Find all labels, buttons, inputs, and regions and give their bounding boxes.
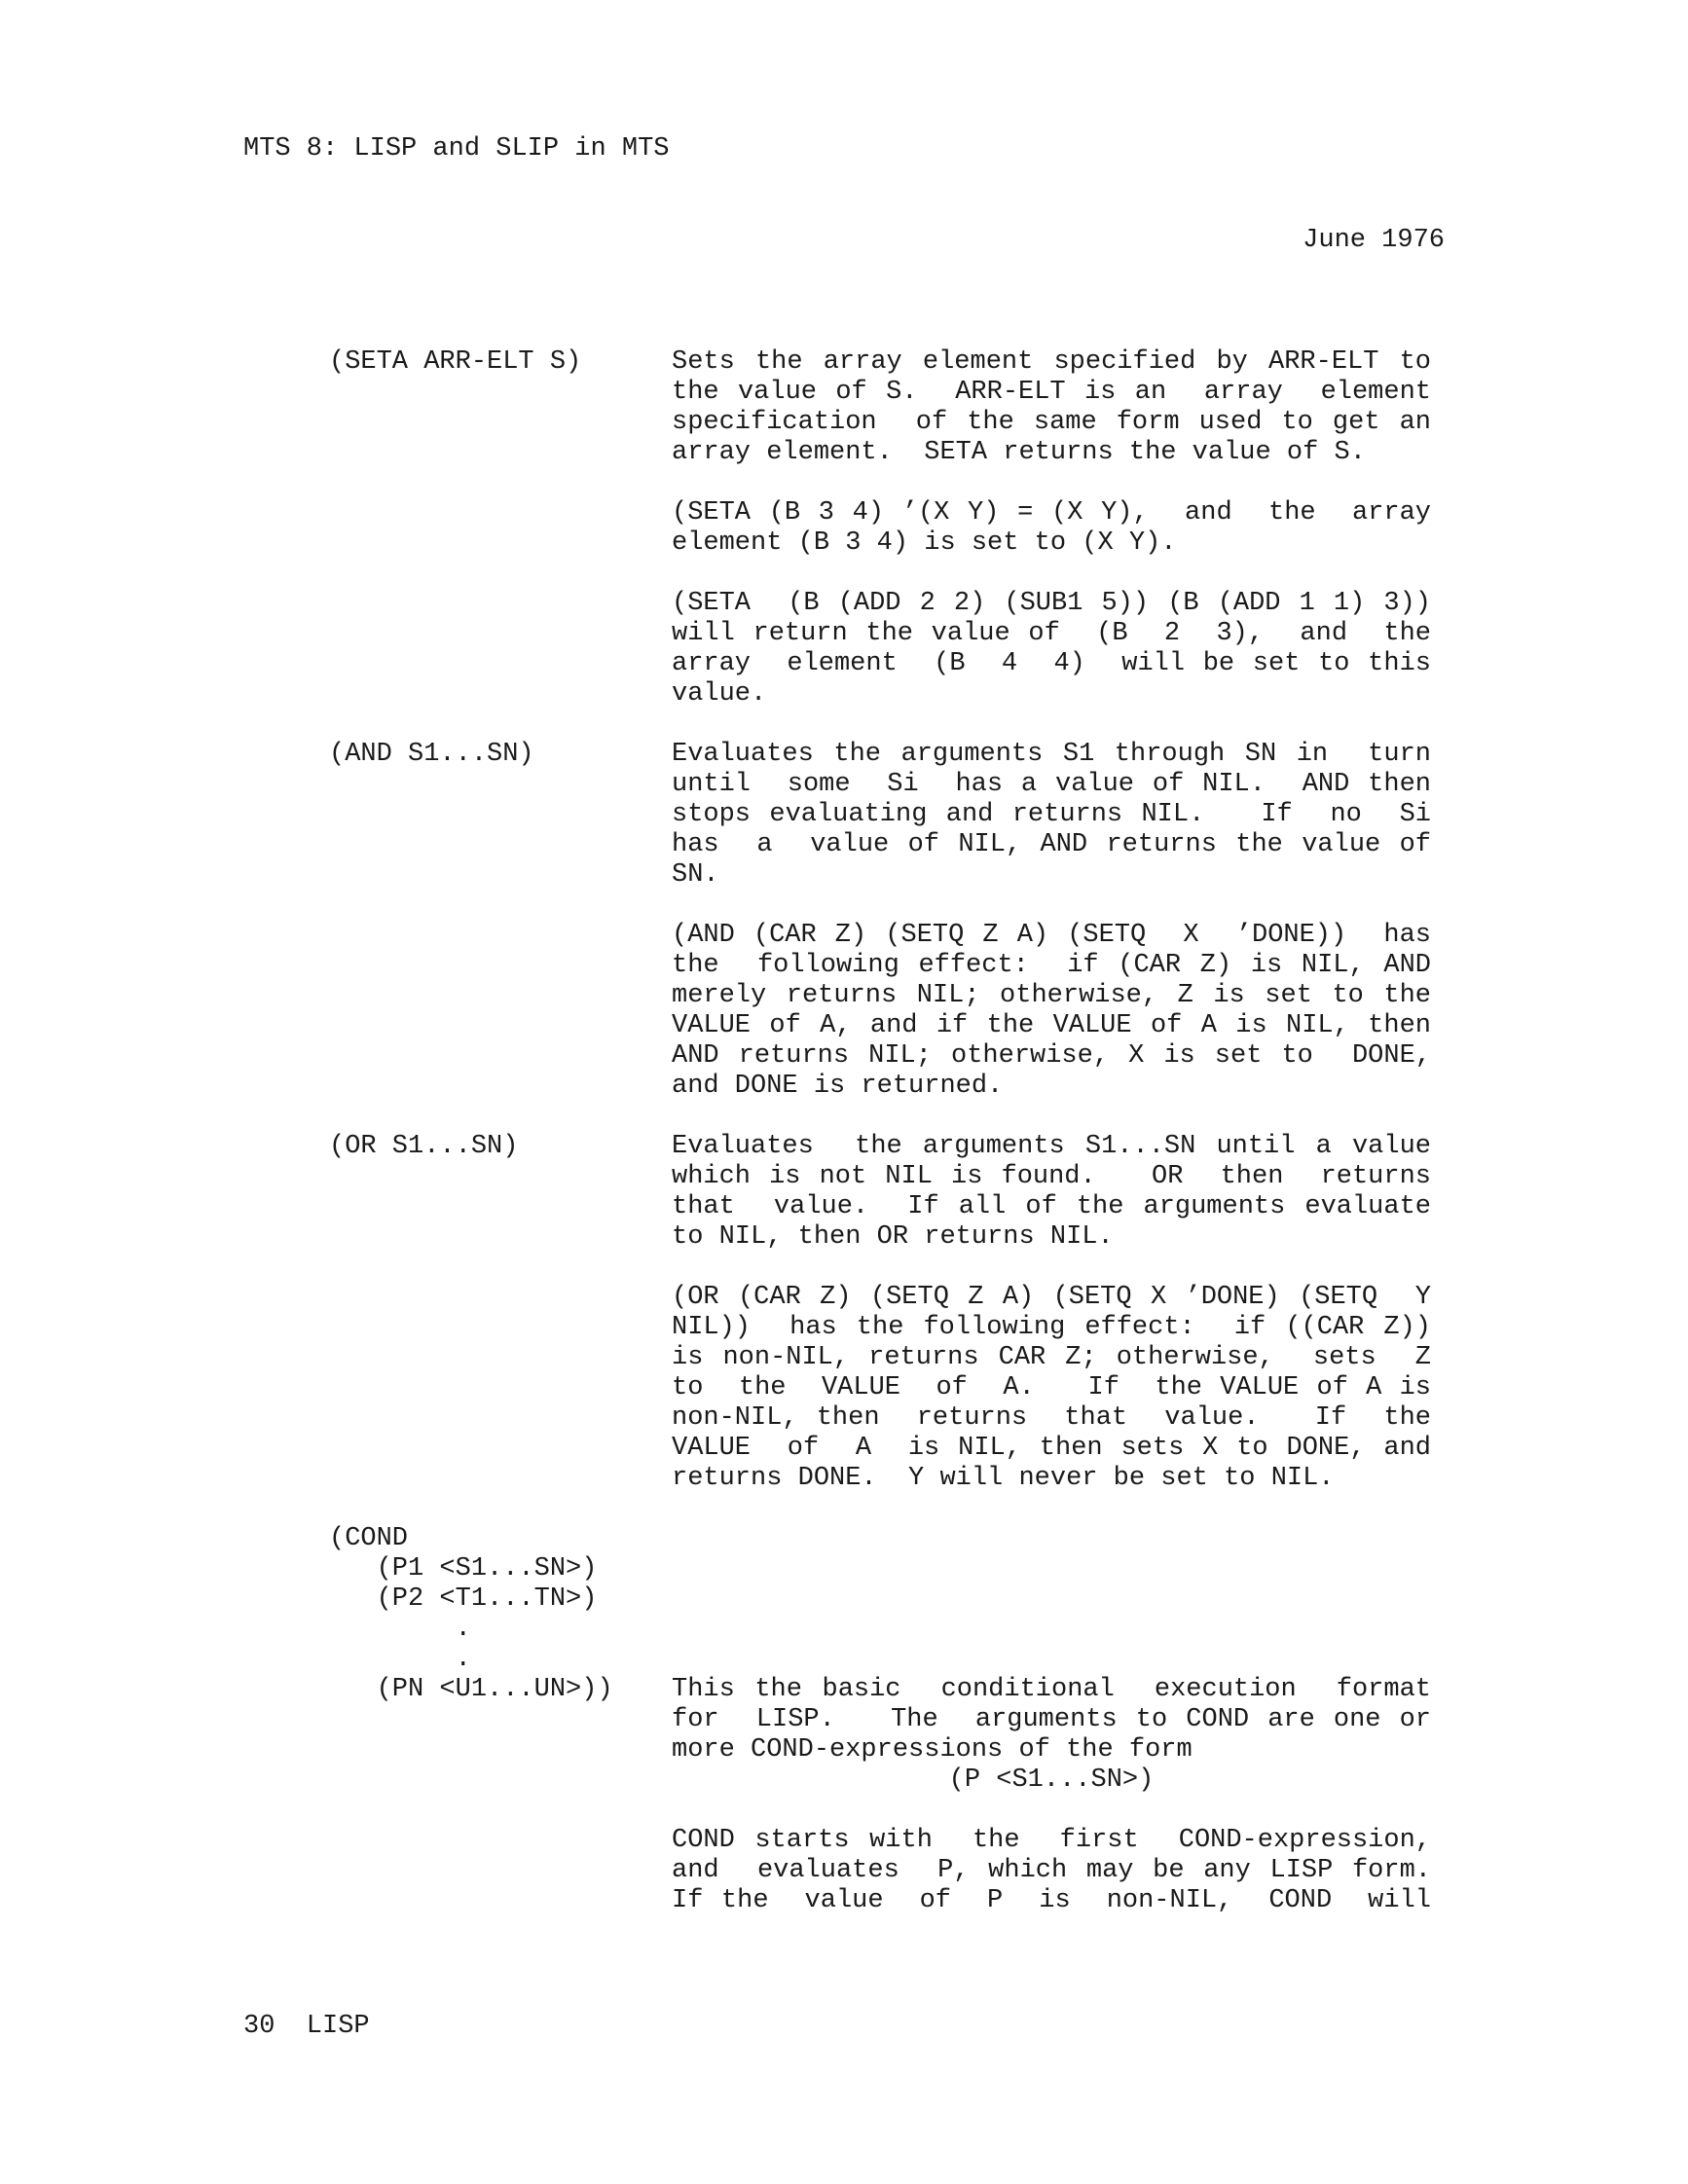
cond-description: This the basic conditional execution format for LISP. The arguments to COND are one or more COND-expressions of the form bbox=[672, 1675, 1431, 1765]
cond-form: (P <S1...SN>) bbox=[948, 1765, 1155, 1795]
term-seta: (SETA ARR-ELT S) bbox=[329, 347, 582, 377]
page-footer: 30 LISP bbox=[243, 2012, 370, 2041]
running-header: MTS 8: LISP and SLIP in MTS bbox=[243, 134, 670, 164]
term-cond: (COND (P1 <S1...SN>) (P2 <T1...TN>) . . (PN <U1...UN>)) bbox=[329, 1524, 613, 1704]
header-date: June 1976 bbox=[1303, 226, 1445, 255]
seta-example-2: (SETA (B (ADD 2 2) (SUB1 5)) (B (ADD 1 1) 3)) will return the value of (B 2 3), and the array element (B 4 4) will be set to this value. bbox=[672, 589, 1431, 709]
term-and: (AND S1...SN) bbox=[329, 740, 534, 769]
cond-continuation: COND starts with the first COND-expression, and evaluates P, which may be any LISP form. If the value of P is non-NIL, COND will bbox=[672, 1826, 1431, 1915]
and-example: (AND (CAR Z) (SETQ Z A) (SETQ X ’DONE)) has the following effect: if (CAR Z) is NIL, AND merely returns NIL; otherwise, Z is set to the VALUE of A, and if the VALUE of A is NIL, then AND returns NIL; otherwise, X is set to DONE, and DONE is returned. bbox=[672, 921, 1431, 1101]
seta-example-1: (SETA (B 3 4) ’(X Y) = (X Y), and the array element (B 3 4) is set to (X Y). bbox=[672, 498, 1431, 558]
or-example: (OR (CAR Z) (SETQ Z A) (SETQ X ’DONE) (SETQ Y NIL)) has the following effect: if ((CAR Z)) is non-NIL, returns CAR Z; otherwise, sets Z to the VALUE of A. If the VALUE of A is non-NIL, then returns that value. If the VALUE of A is NIL, then sets X to DONE, and returns DONE. Y will never be set to NIL. bbox=[672, 1283, 1431, 1493]
or-description: Evaluates the arguments S1...SN until a value which is not NIL is found. OR then returns that value. If all of the arguments evaluate to NIL, then OR returns NIL. bbox=[672, 1132, 1431, 1252]
term-or: (OR S1...SN) bbox=[329, 1132, 519, 1161]
seta-description: Sets the array element specified by ARR-ELT to the value of S. ARR-ELT is an array element specification of the same form used to get an array element. SETA returns the value of S. bbox=[672, 347, 1431, 467]
and-description: Evaluates the arguments S1 through SN in turn until some Si has a value of NIL. AND then stops evaluating and returns NIL. If no Si has a value of NIL, AND returns the value of SN. bbox=[672, 740, 1431, 890]
